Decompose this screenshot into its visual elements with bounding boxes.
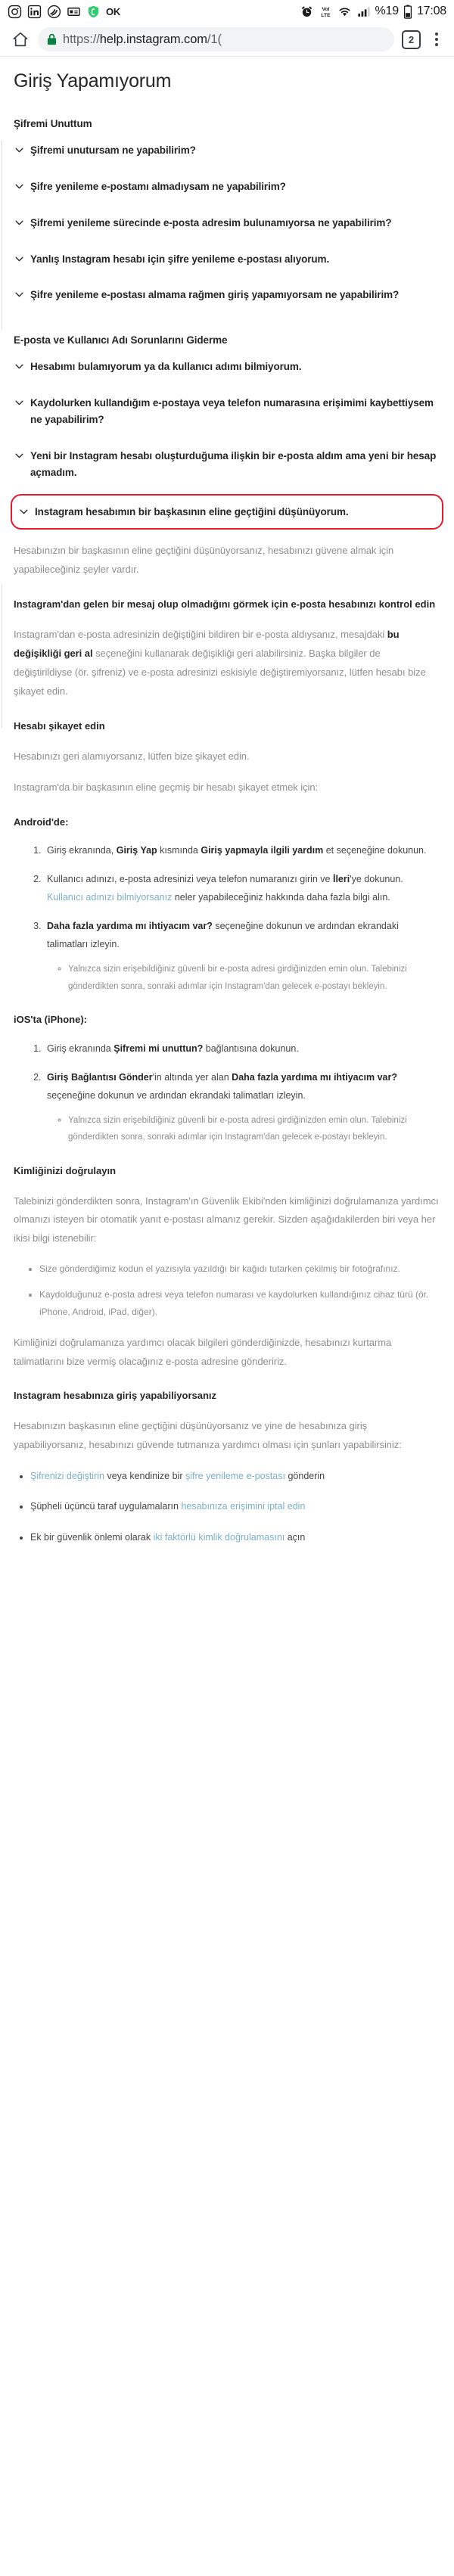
secure-account-bullets (14, 1467, 440, 1546)
android-steps-list (14, 841, 440, 995)
accordion-item-hacked-account-highlighted[interactable] (11, 494, 443, 530)
report-account-paragraph-1: Hesabınızı geri alamıyorsanız, lütfen bize şikayet edin. (14, 750, 250, 762)
list-item: 1. Giriş ekranında, Giriş Yap kısmında Giriş yapmayla ilgili yardım et seçeneğine dokunun. (44, 841, 440, 859)
list-item: • Şifrenizi değiştirin veya kendinize bir şifre yenileme e-postası gönderin (30, 1467, 440, 1485)
svg-text:Vol: Vol (322, 6, 329, 12)
chevron-down-icon (15, 148, 23, 153)
chevron-down-icon (15, 364, 23, 369)
password-reset-email-link[interactable]: şifre yenileme e-postası (185, 1471, 285, 1482)
accordion-item[interactable] (14, 277, 440, 313)
chevron-down-icon (15, 453, 23, 458)
clock-label: 17:08 (416, 5, 446, 17)
address-bar[interactable] (38, 27, 394, 51)
chevron-down-icon (20, 509, 28, 514)
verify-identity-paragraph-2: Kimliğinizi doğrulamanıza yardımcı olacak bilgileri gönderdiğinizde, hesabınızı kurtarma talimatlarını bize vermiş olacağınız e-posta adresine göndeririz. (14, 1336, 392, 1367)
wallet-icon (67, 5, 81, 19)
expanded-intro-paragraph: Hesabınızın bir başkasının eline geçtiğini düşünüyorsanız, hesabınızı güvene almak için yapabileceğiniz şeyler vardır. (14, 545, 394, 576)
accordion-item[interactable] (14, 349, 440, 385)
swirl-icon (47, 5, 61, 19)
check-email-paragraph: Instagram'dan e-posta adresinizin değiştiğini bildiren bir e-posta aldıysanız, mesajdaki bu değişikliği geri al seçeneğini kullanarak değişikliği geri alabilirsiniz. Başka bilgiler de değiştirildiyse (ör. şifreniz) ve e-posta adresinizi eskisiyle değiştiremiyorsanız, lütfen hesabı bize şikayet edin. (14, 629, 426, 697)
verify-identity-paragraph: Talebinizi gönderdikten sonra, Instagram'ın Güvenlik Ekibi'nden kimliğinizi doğrulamanıza yardımcı olmanızı isteyen bir otomatik yanıt e-postası almanız gerekir. Sizden aşağıdakilerden biri veya her ikisi bilgi istenebilir: (14, 1195, 439, 1244)
chevron-down-icon (15, 256, 23, 262)
subheading-ios: iOS'ta (iPhone): (14, 1014, 87, 1026)
section-heading-email-username: E-posta ve Kullanıcı Adı Sorunlarını Giderme (14, 334, 228, 346)
status-bar-notification-icons (8, 5, 120, 19)
browser-toolbar (0, 23, 454, 56)
subheading-check-email: Instagram'dan gelen bir mesaj olup olmadığını görmek için e-posta hesabınızı kontrol edin (14, 598, 436, 611)
ios-steps-list (14, 1039, 440, 1146)
signal-icon (356, 5, 371, 19)
accordion-label: Hesabımı bulamıyorum ya da kullanıcı adımı bilmiyorum. (30, 361, 302, 373)
chevron-down-icon (15, 184, 23, 189)
help-article-page (0, 57, 454, 1589)
subheading-report-account: Hesabı şikayet edin (14, 719, 105, 732)
list-item: 3. Daha fazla yardıma mı ihtiyacım var? seçeneğine dokunun ve ardından ekrandaki talimatları izleyin. ◦ Yalnızca sizin erişebildiğiniz güvenli bir e-posta adresi girdiğinizden emin olun. Talebinizi gönderdikten sonra, sonraki adımlar için Instagram'dan gelecek e-postayı bekleyin. (44, 917, 440, 995)
android-status-bar (0, 0, 454, 23)
revoke-third-party-access-link[interactable]: hesabınıza erişimini iptal edin (181, 1501, 306, 1512)
status-bar-system-indicators (300, 5, 446, 19)
list-item: ◦ Yalnızca sizin erişebildiğiniz güvenli bir e-posta adresi girdiğinizden emin olun. Talebinizi gönderdikten sonra, sonraki adımlar için Instagram'dan gelecek e-postayı bekleyin. (68, 1112, 440, 1146)
report-account-paragraph-2: Instagram'da bir başkasının eline geçmiş bir hesabı şikayet etmek için: (14, 781, 319, 793)
verify-identity-bullets (14, 1260, 440, 1321)
accordion-label: Şifre yenileme e-postamı almadıysam ne yapabilirim? (30, 180, 286, 192)
ios-step-note-list (47, 1112, 440, 1146)
list-item: • Kaydolduğunuz e-posta adresi veya telefon numarası ve kaydolurken kullandığınız cihaz türü (ör. iPhone, Android, iPad, diğer). (39, 1286, 440, 1322)
lock-icon (47, 33, 57, 45)
volte-icon (319, 5, 333, 19)
linkedin-icon (27, 5, 42, 19)
accordion-label: Instagram hesabımın bir başkasının eline geçtiğini düşünüyorum. (35, 505, 349, 517)
android-step-note-list (47, 961, 440, 995)
accordion-item[interactable] (14, 241, 440, 278)
accordion-label: Şifre yenileme e-postası almama rağmen giriş yapamıyorsam ne yapabilirim? (30, 289, 400, 301)
accordion-item[interactable] (14, 438, 440, 491)
subheading-android: Android'de: (14, 816, 69, 828)
accordion-item[interactable] (14, 205, 440, 241)
accordion-label: Yeni bir Instagram hesabı oluşturduğuma ilişkin bir e-posta aldım ama yeni bir hesap açmadım. (30, 449, 437, 478)
list-item: • Şüpheli üçüncü taraf uygulamaların hesabınıza erişimini iptal edin (30, 1497, 440, 1515)
article-content (0, 118, 454, 1546)
subheading-can-login: Instagram hesabınıza giriş yapabiliyorsanız (14, 1390, 217, 1402)
url-text: https://help.instagram.com/1( (63, 32, 222, 46)
home-icon[interactable] (11, 30, 30, 49)
list-item: • Size gönderdiğimiz kodun el yazısıyla yazıldığı bir kağıdı tutarken çekilmiş bir fotoğrafınız. (39, 1260, 440, 1278)
shield-green-icon (86, 5, 101, 19)
list-item: 2. Kullanıcı adınızı, e-posta adresinizi veya telefon numaranızı girin ve İleri'ye dokunun. Kullanıcı adınızı bilmiyorsanız neler yapabileceğiniz hakkında daha fazla bilgi alın. (44, 870, 440, 906)
accordion-item[interactable] (14, 132, 440, 169)
page-title: Giriş Yapamıyorum (14, 70, 172, 92)
change-password-link[interactable]: Şifrenizi değiştirin (30, 1471, 104, 1482)
chevron-down-icon (15, 400, 23, 406)
section-heading-forgot-password: Şifremi Unuttum (14, 118, 92, 129)
accordion-item[interactable] (14, 169, 440, 205)
instagram-icon (8, 5, 22, 19)
list-item: 1. Giriş ekranında Şifremi mi unuttun? bağlantısına dokunun. (44, 1039, 440, 1058)
chevron-down-icon (15, 220, 23, 225)
chevron-down-icon (15, 292, 23, 297)
ok-icon: OK (106, 5, 121, 17)
subheading-verify-identity: Kimliğinizi doğrulayın (14, 1164, 117, 1176)
username-help-link[interactable]: Kullanıcı adınızı bilmiyorsanız (47, 892, 173, 903)
svg-text:LTE: LTE (320, 12, 331, 18)
accordion-label: Kaydolurken kullandığım e-postaya veya telefon numarasına erişimimi kaybettiysem ne yapabilirim? (30, 397, 434, 426)
battery-percent-label: %19 (375, 5, 399, 17)
two-factor-auth-link[interactable]: iki faktörlü kimlik doğrulamasını (153, 1531, 285, 1543)
can-login-paragraph: Hesabınızın başkasının eline geçtiğini düşünüyorsanız ve yine de hesabınıza giriş yapabiliyorsanız, hesabınızı güvende tutmanıza yardımcı olması için şunları yapabilirsiniz: (14, 1420, 402, 1451)
list-item: 2. Giriş Bağlantısı Gönder'in altında yer alan Daha fazla yardıma mı ihtiyacım var? seçeneğine dokunun ve ardından ekrandaki talimatları izleyin. ◦ Yalnızca sizin erişebildiğiniz güvenli bir e-posta adresi girdiğinizden emin olun. Talebinizi gönderdikten sonra, sonraki adımlar için Instagram'dan gelecek e-postayı bekleyin. (44, 1068, 440, 1146)
accordion-label: Şifremi unutursam ne yapabilirim? (30, 144, 196, 156)
wifi-icon (337, 5, 352, 19)
list-item: • Ek bir güvenlik önlemi olarak iki faktörlü kimlik doğrulamasını açın (30, 1528, 440, 1546)
kebab-menu-icon[interactable] (428, 33, 445, 46)
battery-icon (403, 5, 412, 19)
accordion-item[interactable] (14, 385, 440, 438)
tab-switcher-button[interactable]: 2 (402, 30, 421, 49)
alarm-icon (300, 5, 314, 19)
accordion-label: Şifremi yenileme sürecinde e-posta adresim bulunamıyorsa ne yapabilirim? (30, 216, 392, 228)
list-item: ◦ Yalnızca sizin erişebildiğiniz güvenli bir e-posta adresi girdiğinizden emin olun. Talebinizi gönderdikten sonra, sonraki adımlar için Instagram'dan gelecek e-postayı bekleyin. (68, 961, 440, 995)
accordion-label: Yanlış Instagram hesabı için şifre yenileme e-postası alıyorum. (30, 253, 330, 265)
